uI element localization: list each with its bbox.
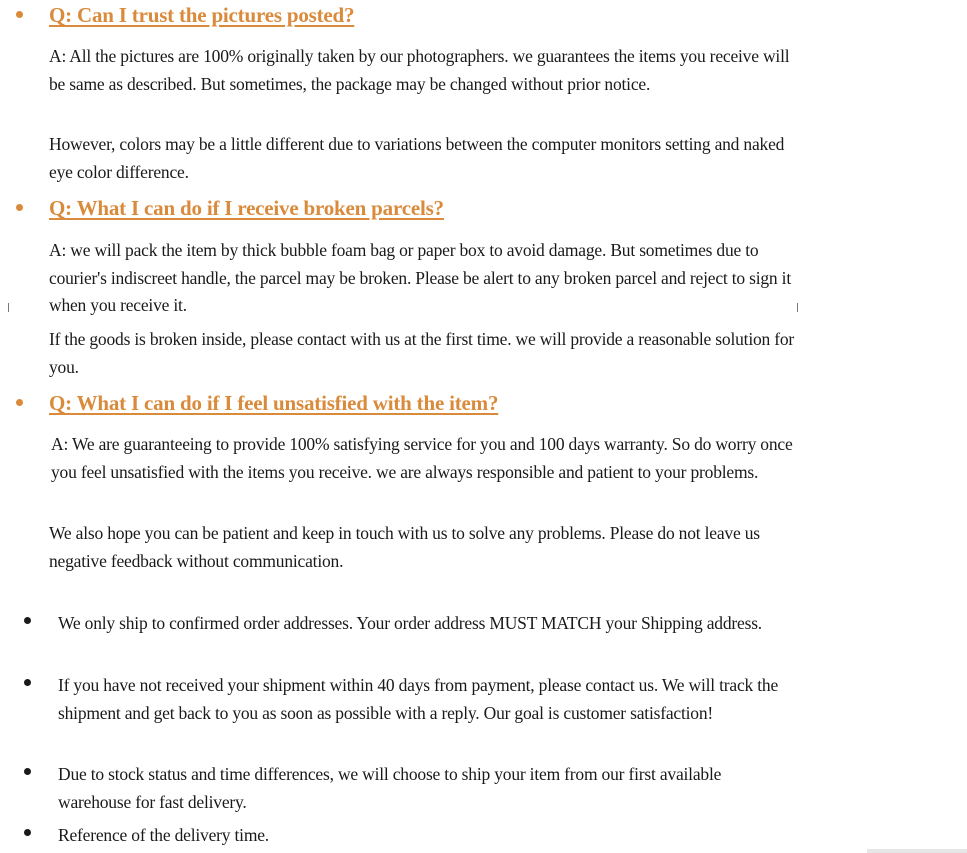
policy-text: Reference of the delivery time. (58, 825, 269, 845)
bullet-icon (24, 829, 31, 836)
margin-mark (8, 303, 9, 312)
faq-answer-note: We also hope you can be patient and keep in touch with us to solve any problems. Please do not leave us negative feedback without communication. (49, 523, 760, 571)
faq-question: Q: Can I trust the pictures posted? (49, 3, 355, 27)
orange-bullet-icon (16, 11, 23, 18)
bullet-icon (24, 768, 31, 775)
faq-answer-note: However, colors may be a little different due to variations between the computer monitors setting and naked eye color difference. (49, 134, 785, 182)
faq-answer-note: If the goods is broken inside, please contact with us at the first time. we will provide a reasonable solution for you. (49, 329, 795, 377)
faq-question: Q: What I can do if I feel unsatisfied with the item? (49, 391, 499, 415)
policy-text: If you have not received your shipment within 40 days from payment, please contact us. We will track the shipment and get back to you as soon as possible with a reply. Our goal is customer satisfaction! (58, 675, 779, 723)
orange-bullet-icon (16, 399, 23, 406)
bullet-icon (24, 617, 31, 624)
policy-text: Due to stock status and time differences, we will choose to ship your item from our first available warehouse for fast delivery. (58, 764, 722, 812)
bullet-icon (24, 679, 31, 686)
faq-answer: A: All the pictures are 100% originally taken by our photographers. we guarantees the items you receive will be same as described. But sometimes, the package may be changed without prior notice. (49, 46, 790, 94)
faq-answer: A: We are guaranteeing to provide 100% satisfying service for you and 100 days warranty. So do worry once you feel unsatisfied with the items you receive. we are always responsible and patient to your problems. (51, 434, 793, 482)
policy-text: We only ship to confirmed order addresses. Your order address MUST MATCH your Shipping address. (58, 613, 762, 633)
orange-bullet-icon (16, 204, 23, 211)
faq-answer: A: we will pack the item by thick bubble foam bag or paper box to avoid damage. But sometimes due to courier's indiscreet handle, the parcel may be broken. Please be alert to any broken parcel and reject to sign it when you receive it. (49, 240, 791, 315)
margin-mark (797, 303, 798, 312)
faq-question: Q: What I can do if I receive broken parcels? (49, 196, 444, 220)
divider (867, 849, 967, 853)
